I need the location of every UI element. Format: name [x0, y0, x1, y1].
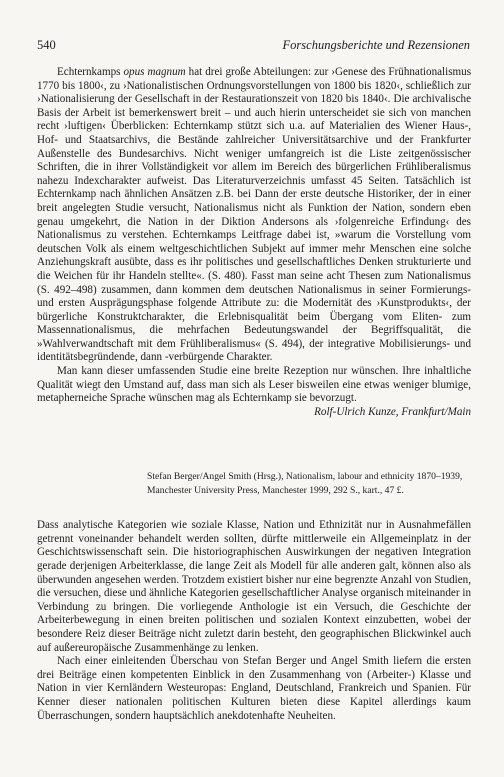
running-title: Forschungsberichte und Rezensionen [282, 38, 470, 52]
review1-p1-rest: hat drei große Abteilungen: zur ›Genese des Frühnationalismus 1770 bis 1800‹, zu ›Nationalistischen Ordnungsvorstellungen von 1800 bis 1820‹, schließlich zur ›Nationalisierung der Gesellschaft in der Restaurationszeit von 1820 bis 1840‹. Die archivalische Basis der Arbeit ist bemerkenswert breit – und auch hierin unterscheidet sie sich von manchen recht ›luftigen‹ Überblicken: Echternkamp stützt sich u.a. auf Materialien des Wiener Haus-, Hof- und Staatsarchivs, die Bestände zahlreicher Universitätsarchive und der Frankfurter Außenstelle des Bundesarchivs. Nicht weniger umfangreich ist die Liste zeitgenössischer Schriften, die in ihrer Vollständigkeit vor allem im Bereich des bürgerlichen Frühliberalismus nahezu Indexcharakter aufweist. Das Literaturverzeichnis umfasst 45 Seiten. Tatsächlich ist Echternkamp nach ähnlichen Ansätzen z.B. bei Dann der erste deutsche Historiker, der in einer breit angelegten Studie versucht, Nationalismus nicht als Funktion der Nation, sondern eben genau umgekehrt, die Nation in der Diktion Andersons als ›folgenreiche Erfindung‹ des Nationalismus zu verstehen. Echternkamps Leitfrage dabei ist, »warum die Vorstellung vom deutschen Volk als einem weltgeschichtlichen Subjekt auf immer mehr Menschen eine solche Anziehungskraft ausübte, dass es ihr politisches und gesellschaftliches Denken strukturierte und die Weichen für ihr Handeln stellte«. (S. 480). Fasst man seine acht Thesen zum Nationalismus (S. 492–498) zusammen, dann kommen dem deutschen Nationalismus in seiner Formierungs- und ersten Ausprägungsphase folgende Attribute zu: die Modernität des ›Kunstprodukts‹, der bürgerliche Konstruktcharakter, die Erlebnisqualität beim Übergang vom Eliten- zum Massennationalismus, die mehrfachen Bedeutungswandel der Begriffsqualität, die »Wahlverwandtschaft mit dem Frühliberalismus« (S. 494), der integrative Mobilisierungs- und identitätsbegründende, dann -verbürgende Charakter. [37, 66, 472, 364]
page-header [37, 38, 470, 54]
review2-paragraph-1: Dass analytische Kategorien wie soziale Klasse, Nation und Ethnizität nur in Ausnahmefällen getrennt voneinander behandelt werden sollten, dürfte mittlerweile ein Allgemeinplatz in der Geschichtswissenschaft sein. Die historiographischen Auswirkungen der negativen Integration gerade derjenigen Arbeiterklasse, die lange Zeit als Modell für alle anderen galt, können also als überwunden angesehen werden. Trotzdem existiert bisher nur eine begrenzte Anzahl von Studien, die versuchen, diese und ähnliche Kategorien gesellschaftlicher Analyse organisch miteinander in Verbindung zu bringen. Die vorliegende Anthologie ist ein Versuch, die Geschichte der Arbeiterbewegung in einen breiten politischen und sozialen Kontext einzubetten, wobei der besondere Reiz dieser Beiträge nicht zuletzt darin besteht, den geographischen Blickwinkel auch auf außereuropäische Zusammenhänge zu lenken. [37, 519, 471, 654]
review1-p1-lead: Echternkamps [57, 66, 124, 78]
review1-paragraph-1 [37, 66, 471, 365]
review2-paragraph-2: Nach einer einleitenden Überschau von Stefan Berger und Angel Smith liefern die ersten drei Beiträge einen kompetenten Einblick in den Zusammenhang von (Arbeiter-) Klasse und Nation in vier Kernländern Westeuropas: England, Deutschland, Frankreich und Spanien. Für Kenner dieser nationalen politischen Kulturen bieten diese Kapitel allerdings kaum Überraschungen, sondern hauptsächlich anekdotenhafte Neuheiten. [37, 655, 471, 722]
review2-citation [147, 470, 471, 497]
review1-paragraph-2: Man kann dieser umfassenden Studie eine breite Rezeption nur wünschen. Ihre inhaltliche Qualität wiegt den Umstand auf, dass man sich als Leser bisweilen eine etwas weniger blumige, metapherneiche Sprache wünschen mag als Echternkamp sie bevorzugt. [37, 365, 471, 405]
page-body [37, 66, 471, 723]
review1-p1-emphasis: opus magnum [123, 66, 186, 78]
page-number: 540 [37, 38, 56, 52]
review2-citation-line-1: Stefan Berger/Angel Smith (Hrsg.), Nationalism, labour and ethnicity 1870–1939, [147, 471, 463, 483]
review2-citation-line-2: Manchester University Press, Manchester 1999, 292 S., kart., 47 £. [147, 484, 404, 496]
review1-signature: Rolf-Ulrich Kunze, Frankfurt/Main [314, 405, 471, 418]
